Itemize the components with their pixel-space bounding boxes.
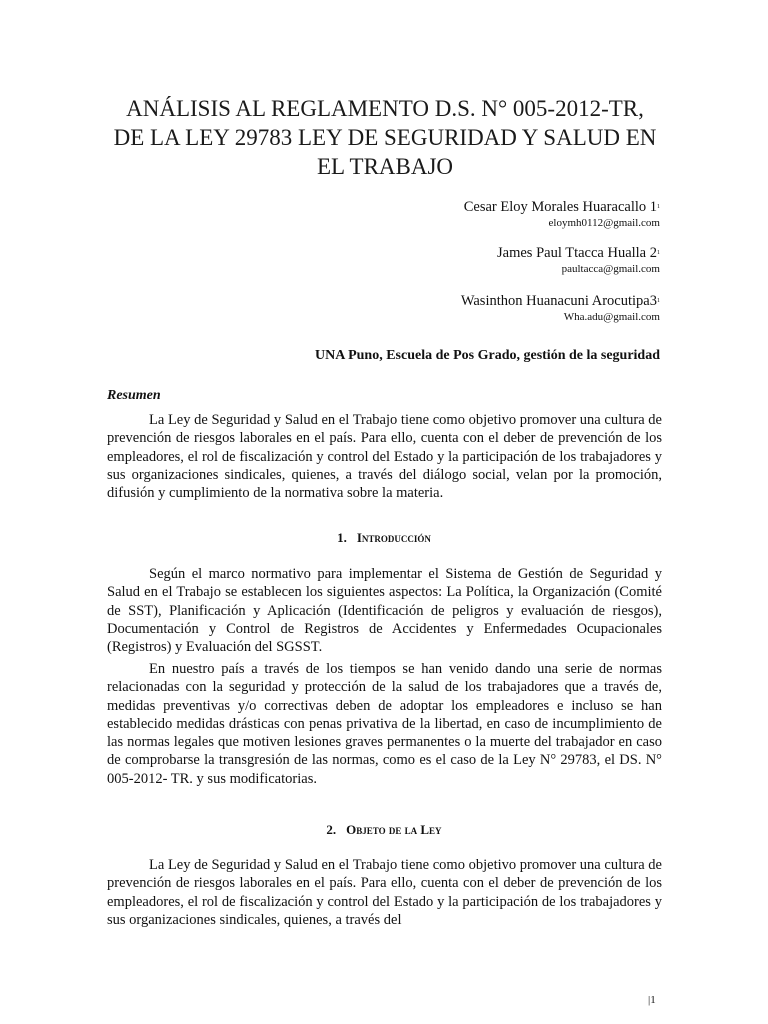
- abstract-heading: Resumen: [107, 388, 161, 403]
- author-block: [497, 244, 660, 276]
- abstract-paragraph: La Ley de Seguridad y Salud en el Trabajo tiene como objetivo promover una cultura de prevención de riesgos laborales en el país. Para ello, cuenta con el deber de prevención de los empleadores, el rol de fiscalización y control del Estado y la participación de los trabajadores y sus organizaciones sindicales, quienes, a través del diálogo social, velan por la promoción, difusión y cumplimiento de la normativa sobre la materia.: [107, 412, 662, 502]
- section-number: 1.: [337, 530, 347, 545]
- body-paragraph: La Ley de Seguridad y Salud en el Trabajo tiene como objetivo promover una cultura de prevención de riesgos laborales en el país. Para ello, cuenta con el deber de prevención de los empleadores, el rol de fiscalización y control del Estado y la participación de los trabajadores y sus organizaciones sindicales, quienes, a través del: [107, 857, 662, 928]
- author-name: Wasinthon Huanacuni $Arocutipa3^1$: [460, 293, 660, 309]
- affiliation: UNA Puno, Escuela de Pos Grado, gestión de la seguridad: [315, 348, 660, 363]
- title-line: EL TRABAJO: [316, 154, 454, 179]
- author-superscript: 1: [657, 298, 660, 304]
- author-name: James Paul Ttacca Hualla $2^1$: [497, 245, 660, 261]
- title-line: ANÁLISIS AL REGLAMENTO D.S. N° 005-2012-TR,: [126, 96, 644, 121]
- section-heading: [0, 822, 768, 838]
- paper-title: [100, 94, 670, 181]
- author-block: [461, 292, 660, 324]
- author-superscript: 1: [657, 204, 660, 210]
- author-block: [464, 198, 660, 230]
- author-name: Cesar Eloy Morales Huaracallo $1^1$: [463, 199, 660, 215]
- author-email: eloymh0112@gmail.com: [548, 217, 660, 229]
- section-number: 2.: [326, 822, 337, 837]
- author-email: Wha.adu@gmail.com: [563, 311, 660, 323]
- title-line: DE LA LEY 29783 LEY DE SEGURIDAD Y SALUD EN: [113, 125, 657, 150]
- body-paragraph: En nuestro país a través de los tiempos se han venido dando una serie de normas relacionadas con la seguridad y protección de la salud de los trabajadores que a través de, medidas preventivas y/o correctivas deben de adoptar los empleadores e incluso se han establecido medidas drásticas con penas privativa de la libertad, en caso de incumplimiento de las normas legales que motiven lesiones graves permanentes o la muerte del trabajador en caso de comprobarse la transgresión de las normas, como es el caso de la Ley N° 29783, el DS. N° 005-2012- TR. y sus modificatorias.: [107, 661, 662, 787]
- section-heading: [0, 530, 768, 546]
- page-number: |1: [648, 994, 656, 1006]
- author-superscript: 1: [657, 250, 660, 256]
- section-title: Introducción: [356, 530, 431, 545]
- body-paragraph: Según el marco normativo para implementar el Sistema de Gestión de Seguridad y Salud en el Trabajo se establecen los siguientes aspectos: La Política, la Organización (Comité de SST), Planificación y Aplicación (Identificación de peligros y evaluación de riesgos), Documentación y Control de Registros de Accidentes y Enfermedades Ocupacionales (Registros) y Evaluación del SGSST.: [107, 566, 662, 656]
- author-email: paultacca@gmail.com: [561, 263, 660, 275]
- section-title: Objeto de la Ley: [346, 822, 442, 837]
